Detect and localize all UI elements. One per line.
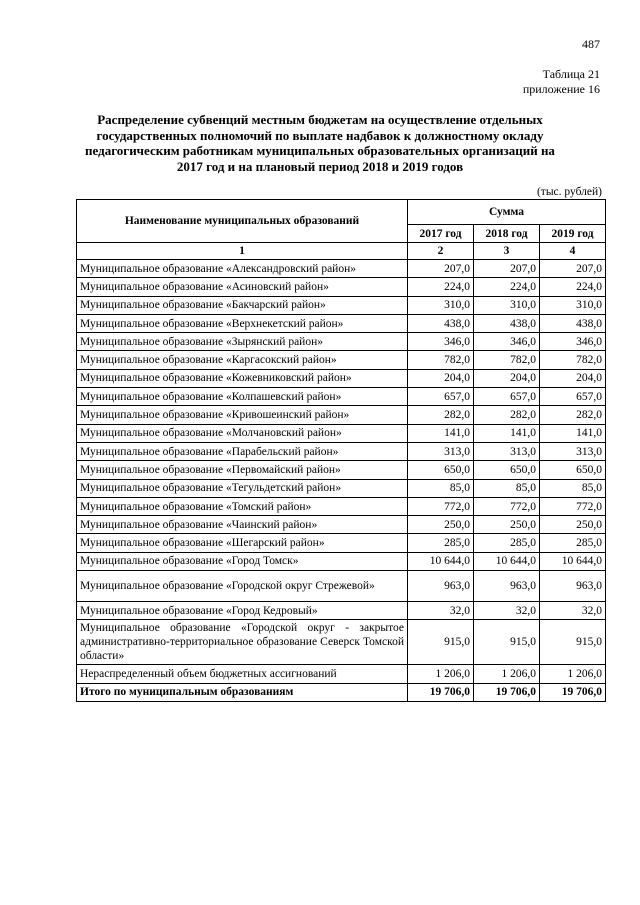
row-name: Муниципальное образование «Городской округ Стрежевой» xyxy=(77,571,408,602)
value-2017: 32,0 xyxy=(408,602,474,620)
row-name: Муниципальное образование «Колпашевский район» xyxy=(77,388,408,406)
value-2018: 346,0 xyxy=(474,333,540,351)
value-2018: 141,0 xyxy=(474,424,540,442)
row-name: Нераспределенный объем бюджетных ассигнований xyxy=(77,665,408,683)
header-year-2019: 2019 год xyxy=(540,225,606,243)
value-2017: 963,0 xyxy=(408,571,474,602)
total-2017: 19 706,0 xyxy=(408,683,474,701)
value-2017: 285,0 xyxy=(408,534,474,552)
appendix-label: приложение 16 xyxy=(522,82,600,96)
value-2018: 250,0 xyxy=(474,516,540,534)
table-row xyxy=(77,260,606,278)
value-2017: 782,0 xyxy=(408,351,474,369)
row-name: Муниципальное образование «Тегульдетский район» xyxy=(77,479,408,497)
value-2019: 204,0 xyxy=(540,369,606,387)
value-2017: 10 644,0 xyxy=(408,552,474,570)
value-2019: 650,0 xyxy=(540,461,606,479)
table-row xyxy=(77,333,606,351)
value-2017: 250,0 xyxy=(408,516,474,534)
value-2018: 32,0 xyxy=(474,602,540,620)
value-2019: 285,0 xyxy=(540,534,606,552)
table-reference xyxy=(523,67,600,97)
header-year-2018: 2018 год xyxy=(474,225,540,243)
value-2019: 310,0 xyxy=(540,296,606,314)
document-title: Распределение субвенций местным бюджетам на осуществление отдельных государственных полномочий по выплате надбавок к должностному окладу педагогическим работникам муниципальных образовательных организаций на 2017 год и на плановый период 2018 и 2019 годов xyxy=(85,112,555,174)
row-name: Муниципальное образование «Парабельский район» xyxy=(77,442,408,460)
total-2019: 19 706,0 xyxy=(540,683,606,701)
value-2019: 224,0 xyxy=(540,278,606,296)
table-row xyxy=(77,406,606,424)
value-2018: 204,0 xyxy=(474,369,540,387)
value-2019: 32,0 xyxy=(540,602,606,620)
row-name: Муниципальное образование «Чаинский район» xyxy=(77,516,408,534)
table-row xyxy=(77,424,606,442)
value-2019: 963,0 xyxy=(540,571,606,602)
value-2018: 1 206,0 xyxy=(474,665,540,683)
value-2017: 85,0 xyxy=(408,479,474,497)
header-year-2017: 2017 год xyxy=(408,225,474,243)
row-name: Муниципальное образование «Город Томск» xyxy=(77,552,408,570)
table-row xyxy=(77,571,606,602)
table-row xyxy=(77,351,606,369)
value-2018: 772,0 xyxy=(474,497,540,515)
table-row xyxy=(77,479,606,497)
header-sum: Сумма xyxy=(408,200,606,225)
value-2018: 915,0 xyxy=(474,620,540,665)
value-2018: 285,0 xyxy=(474,534,540,552)
table-row xyxy=(77,296,606,314)
value-2017: 141,0 xyxy=(408,424,474,442)
table-row xyxy=(77,552,606,570)
value-2017: 650,0 xyxy=(408,461,474,479)
table-row xyxy=(77,442,606,460)
row-name: Муниципальное образование «Молчановский район» xyxy=(77,424,408,442)
value-2017: 204,0 xyxy=(408,369,474,387)
value-2018: 310,0 xyxy=(474,296,540,314)
value-2019: 250,0 xyxy=(540,516,606,534)
value-2018: 782,0 xyxy=(474,351,540,369)
value-2017: 438,0 xyxy=(408,314,474,332)
column-index: 1 xyxy=(77,243,408,260)
value-2019: 207,0 xyxy=(540,260,606,278)
table-row xyxy=(77,369,606,387)
value-2019: 85,0 xyxy=(540,479,606,497)
value-2019: 782,0 xyxy=(540,351,606,369)
table-row xyxy=(77,620,606,665)
total-2018: 19 706,0 xyxy=(474,683,540,701)
value-2019: 141,0 xyxy=(540,424,606,442)
row-name: Муниципальное образование «Кривошеинский район» xyxy=(77,406,408,424)
value-2019: 438,0 xyxy=(540,314,606,332)
value-2019: 915,0 xyxy=(540,620,606,665)
table-row xyxy=(77,497,606,515)
row-name: Муниципальное образование «Асиновский район» xyxy=(77,278,408,296)
table-row xyxy=(77,602,606,620)
value-2018: 438,0 xyxy=(474,314,540,332)
value-2019: 282,0 xyxy=(540,406,606,424)
value-2018: 282,0 xyxy=(474,406,540,424)
row-name: Муниципальное образование «Городской округ - закрытое административно-территориальное образование Северск Томской области» xyxy=(77,620,408,665)
table-row xyxy=(77,665,606,683)
value-2018: 963,0 xyxy=(474,571,540,602)
value-2017: 1 206,0 xyxy=(408,665,474,683)
row-name: Муниципальное образование «Первомайский район» xyxy=(77,461,408,479)
value-2019: 313,0 xyxy=(540,442,606,460)
value-2017: 207,0 xyxy=(408,260,474,278)
row-name: Муниципальное образование «Александровский район» xyxy=(77,260,408,278)
value-2017: 772,0 xyxy=(408,497,474,515)
total-label: Итого по муниципальным образованиям xyxy=(77,683,408,701)
value-2017: 915,0 xyxy=(408,620,474,665)
value-2017: 313,0 xyxy=(408,442,474,460)
table-row xyxy=(77,534,606,552)
value-2019: 346,0 xyxy=(540,333,606,351)
page-number: 487 xyxy=(582,37,600,51)
table-row xyxy=(77,516,606,534)
value-2019: 657,0 xyxy=(540,388,606,406)
value-2017: 310,0 xyxy=(408,296,474,314)
table-row xyxy=(77,278,606,296)
table-label: Таблица 21 xyxy=(542,67,600,81)
value-2018: 313,0 xyxy=(474,442,540,460)
value-2018: 650,0 xyxy=(474,461,540,479)
header-name: Наименование муниципальных образований xyxy=(77,200,408,243)
table-row xyxy=(77,388,606,406)
value-2018: 657,0 xyxy=(474,388,540,406)
row-name: Муниципальное образование «Город Кедровый» xyxy=(77,602,408,620)
value-2018: 207,0 xyxy=(474,260,540,278)
row-name: Муниципальное образование «Каргасокский район» xyxy=(77,351,408,369)
row-name: Муниципальное образование «Верхнекетский район» xyxy=(77,314,408,332)
row-name: Муниципальное образование «Томский район» xyxy=(77,497,408,515)
units-label: (тыс. рублей) xyxy=(536,186,602,198)
value-2019: 772,0 xyxy=(540,497,606,515)
value-2017: 346,0 xyxy=(408,333,474,351)
value-2018: 10 644,0 xyxy=(474,552,540,570)
value-2019: 1 206,0 xyxy=(540,665,606,683)
column-index: 2 xyxy=(408,243,474,260)
value-2017: 224,0 xyxy=(408,278,474,296)
row-name: Муниципальное образование «Шегарский район» xyxy=(77,534,408,552)
table-row xyxy=(77,314,606,332)
column-index: 4 xyxy=(540,243,606,260)
row-name: Муниципальное образование «Зырянский район» xyxy=(77,333,408,351)
value-2018: 224,0 xyxy=(474,278,540,296)
value-2017: 657,0 xyxy=(408,388,474,406)
row-name: Муниципальное образование «Бакчарский район» xyxy=(77,296,408,314)
total-row xyxy=(77,683,606,701)
value-2019: 10 644,0 xyxy=(540,552,606,570)
value-2017: 282,0 xyxy=(408,406,474,424)
column-index: 3 xyxy=(474,243,540,260)
table-row xyxy=(77,461,606,479)
value-2018: 85,0 xyxy=(474,479,540,497)
budget-table xyxy=(76,199,606,702)
row-name: Муниципальное образование «Кожевниковский район» xyxy=(77,369,408,387)
